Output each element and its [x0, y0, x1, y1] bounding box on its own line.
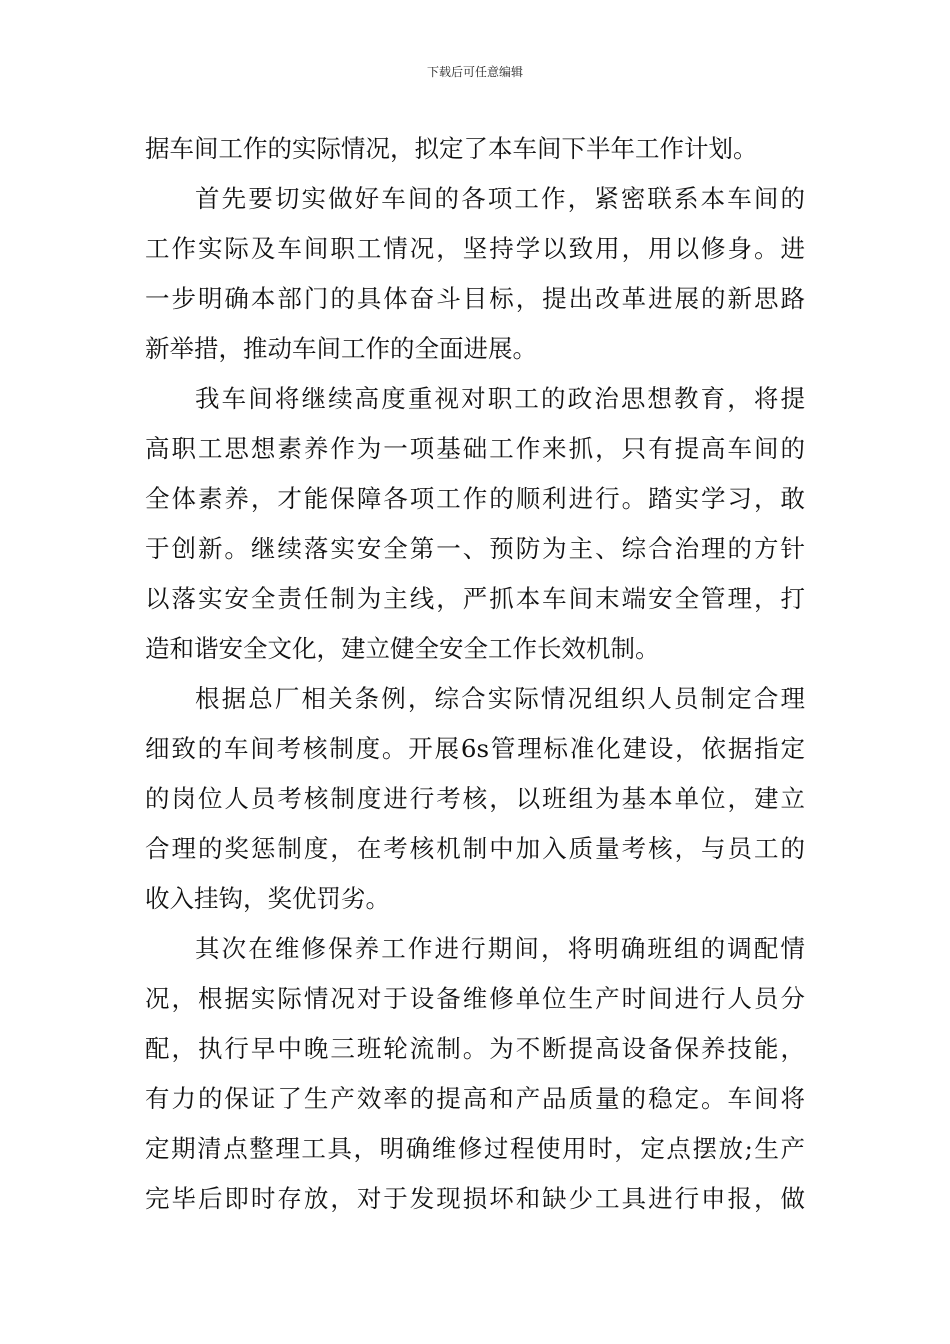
text-line: 于创新。继续落实安全第一、预防为主、综合治理的方针	[145, 534, 805, 563]
paragraph-3	[145, 374, 805, 674]
text-line: 造和谐安全文化，建立健全安全工作长效机制。	[145, 634, 660, 663]
text-line: 况，根据实际情况对于设备维修单位生产时间进行人员分	[145, 984, 805, 1013]
text-line: 收入挂钩，奖优罚劣。	[145, 884, 390, 913]
text-line: 一步明确本部门的具体奋斗目标，提出改革进展的新思路	[145, 284, 805, 313]
text-line: 合理的奖惩制度，在考核机制中加入质量考核，与员工的	[145, 834, 805, 863]
paragraph-1	[145, 124, 805, 174]
paragraph-5	[145, 924, 805, 1224]
text-line: 有力的保证了生产效率的提高和产品质量的稳定。车间将	[145, 1084, 805, 1113]
text-line: 我车间将继续高度重视对职工的政治思想教育，将提	[195, 384, 805, 413]
text-line: 据车间工作的实际情况，拟定了本车间下半年工作计划。	[145, 134, 758, 163]
text-line: 根据总厂相关条例，综合实际情况组织人员制定合理	[195, 684, 805, 713]
paragraph-4	[145, 674, 805, 924]
text-line: 首先要切实做好车间的各项工作，紧密联系本车间的	[195, 184, 805, 213]
paragraph-2	[145, 174, 805, 374]
text-line: 其次在维修保养工作进行期间，将明确班组的调配情	[195, 934, 805, 963]
text-line: 工作实际及车间职工情况，坚持学以致用，用以修身。进	[145, 234, 805, 263]
text-line: 的岗位人员考核制度进行考核，以班组为基本单位，建立	[145, 784, 805, 813]
text-line: 细致的车间考核制度。开展6s管理标准化建设，依据指定	[145, 734, 805, 763]
text-line: 以落实安全责任制为主线，严抓本车间末端安全管理，打	[145, 584, 805, 613]
text-line: 配，执行早中晚三班轮流制。为不断提高设备保养技能，	[145, 1034, 805, 1063]
text-line: 完毕后即时存放，对于发现损坏和缺少工具进行申报，做	[145, 1184, 805, 1213]
document-body	[145, 124, 805, 1224]
text-line: 新举措，推动车间工作的全面进展。	[145, 334, 537, 363]
text-line: 定期清点整理工具，明确维修过程使用时，定点摆放;生产	[145, 1134, 805, 1163]
text-line: 高职工思想素养作为一项基础工作来抓，只有提高车间的	[145, 434, 805, 463]
text-line: 全体素养，才能保障各项工作的顺利进行。踏实学习，敢	[145, 484, 805, 513]
page-header-note: 下载后可任意编辑	[426, 65, 523, 79]
